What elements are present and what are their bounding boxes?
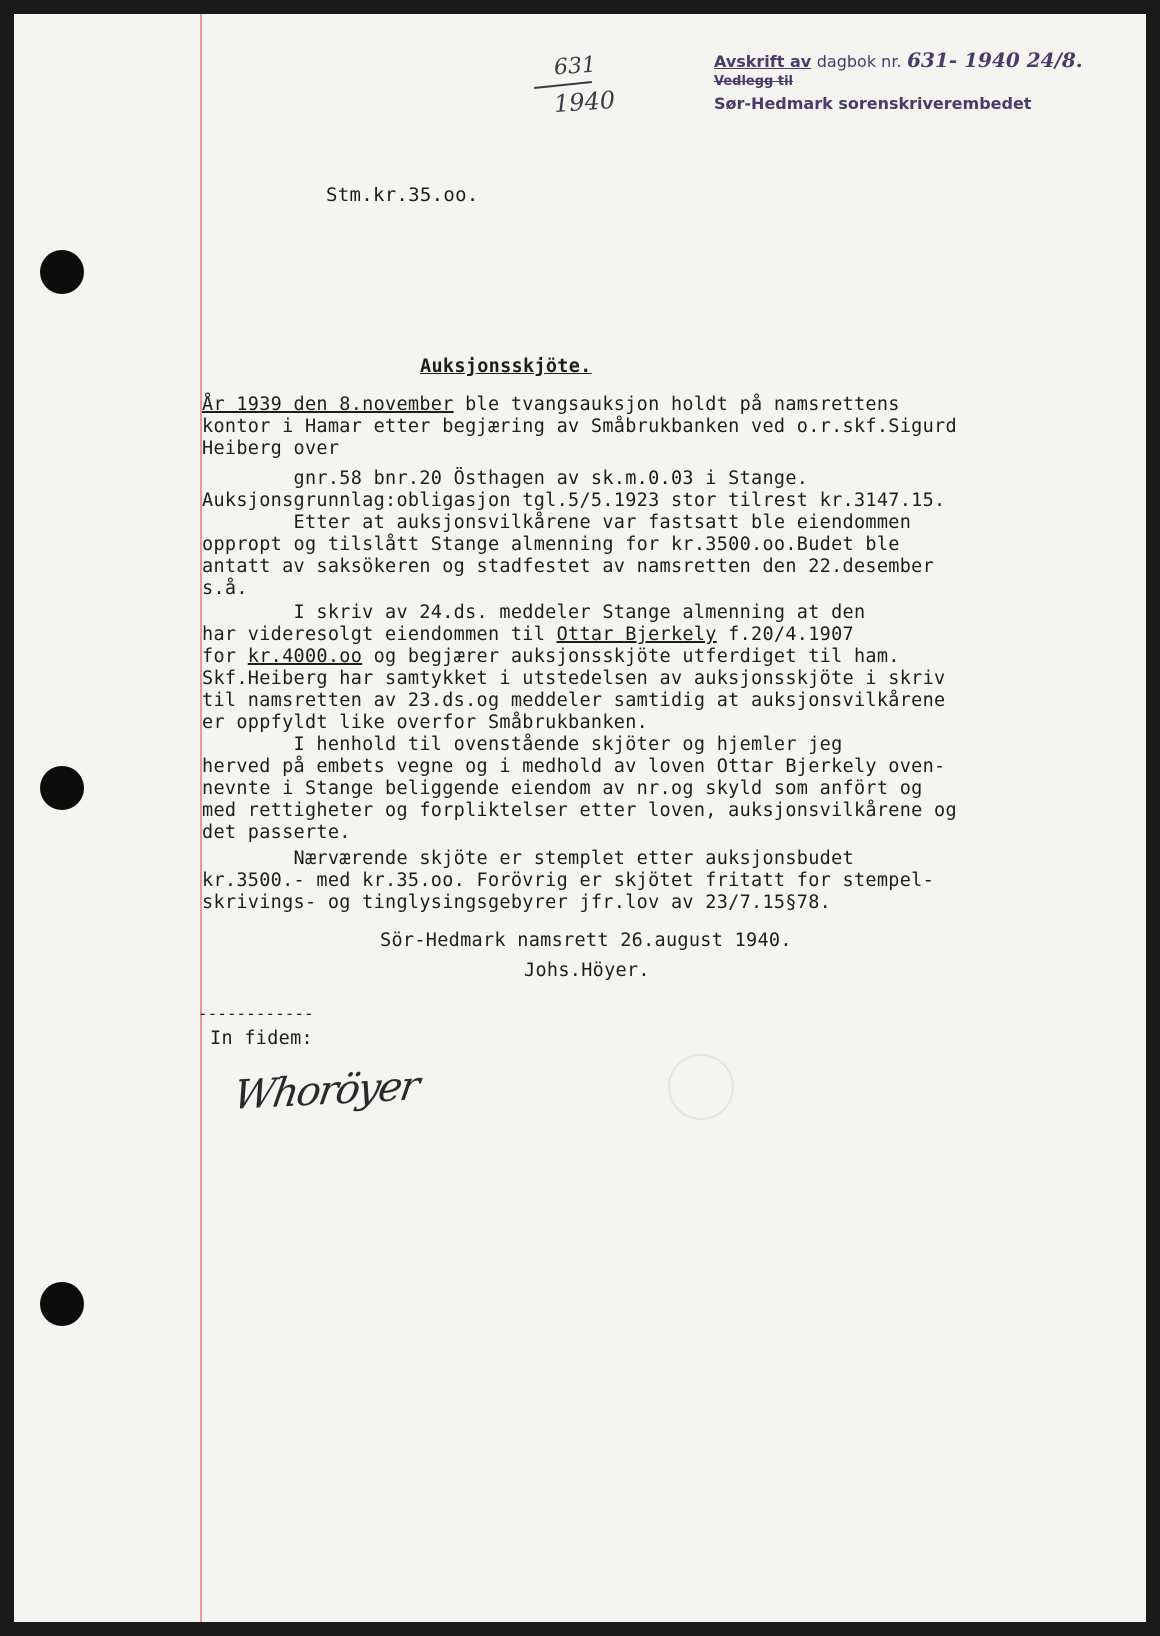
body-line: antatt av saksökeren og stadfestet av namsretten den 22.desember xyxy=(202,556,935,577)
body-line xyxy=(202,624,854,646)
body-line: I henhold til ovenstående skjöter og hjemler jeg xyxy=(202,734,843,755)
place-date: Sör-Hedmark namsrett 26.august 1940. xyxy=(380,930,792,951)
price-underlined: kr.4000.oo xyxy=(247,646,363,667)
in-fidem-label: In fidem: xyxy=(210,1028,313,1049)
body-line: Heiberg over xyxy=(202,438,340,459)
body-line: skrivings- og tinglysingsgebyrer jfr.lov av 23/7.15§78. xyxy=(202,892,832,913)
faint-seal-mark xyxy=(668,1054,734,1120)
body-line-post: og begjærer auksjonsskjöte utferdiget til ham. xyxy=(362,646,900,667)
punch-hole-bottom xyxy=(40,1282,84,1326)
handwritten-signature: Whoröyer xyxy=(230,1062,422,1120)
body-line: Skf.Heiberg har samtykket i utstedelsen av auksjonsskjöte i skriv xyxy=(202,668,946,689)
stamp-dagbok: dagbok nr. xyxy=(816,52,902,71)
body-line-post: ble tvangsauksjon holdt på namsrettens xyxy=(453,394,900,415)
document-page xyxy=(14,14,1146,1622)
body-line: I skriv av 24.ds. meddeler Stange almenning at den xyxy=(202,602,866,623)
body-line: med rettigheter og forpliktelser etter loven, auksjonsvilkårene og xyxy=(202,800,957,821)
body-line: kontor i Hamar etter begjæring av Småbrukbanken ved o.r.skf.Sigurd xyxy=(202,416,957,437)
handwritten-ref-number: 631 xyxy=(553,52,597,81)
body-line: det passerte. xyxy=(202,822,351,843)
copy-stamp-line1 xyxy=(714,48,1083,72)
body-line: kr.3500.- med kr.35.oo. Forövrig er skjötet fritatt for stempel- xyxy=(202,870,935,891)
body-line: gnr.58 bnr.20 Östhagen av sk.m.0.03 i Stange. xyxy=(202,468,809,489)
separator-dashes: ------------ xyxy=(198,1004,314,1023)
handwritten-ref-year: 1940 xyxy=(553,85,616,119)
body-line: er oppfyldt like overfor Småbrukbanken. xyxy=(202,712,649,733)
body-line: s.å. xyxy=(202,578,248,599)
stamp-dagbok-handwritten: 631- 1940 24/8. xyxy=(907,48,1083,72)
body-line: Etter at auksjonsvilkårene var fastsatt ble eiendommen xyxy=(202,512,912,533)
buyer-name-underlined: Ottar Bjerkely xyxy=(556,624,717,645)
body-line-post: f.20/4.1907 xyxy=(716,624,854,645)
body-line-pre: har videresolgt eiendommen til xyxy=(202,624,557,645)
copy-stamp-line2 xyxy=(714,70,793,89)
punch-hole-middle xyxy=(40,766,84,810)
signer-name: Johs.Höyer. xyxy=(524,960,650,981)
body-line-pre: for xyxy=(202,646,248,667)
body-line xyxy=(202,394,900,416)
punch-hole-top xyxy=(40,250,84,294)
stamp-fee: Stm.kr.35.oo. xyxy=(326,184,479,206)
stamp-vedlegg: Vedlegg til xyxy=(714,74,794,89)
body-line: til namsretten av 23.ds.og meddeler samtidig at auksjonsvilkårene xyxy=(202,690,946,711)
body-line: Nærværende skjöte er stemplet etter auksjonsbudet xyxy=(202,848,854,869)
body-line xyxy=(202,646,900,668)
stamp-avskrift: Avskrift av xyxy=(714,52,812,71)
body-line: herved på embets vegne og i medhold av loven Ottar Bjerkely oven- xyxy=(202,756,946,777)
copy-stamp-line3: Sør-Hedmark sorenskriverembedet xyxy=(714,94,1032,113)
body-line-underlined: År 1939 den 8.november xyxy=(202,394,454,415)
body-line: nevnte i Stange beliggende eiendom av nr.og skyld som anfört og xyxy=(202,778,923,799)
body-line: oppropt og tilslått Stange almenning for kr.3500.oo.Budet ble xyxy=(202,534,900,555)
document-title: Auksjonsskjöte. xyxy=(420,356,592,377)
body-line: Auksjonsgrunnlag:obligasjon tgl.5/5.1923 stor tilrest kr.3147.15. xyxy=(202,490,946,511)
